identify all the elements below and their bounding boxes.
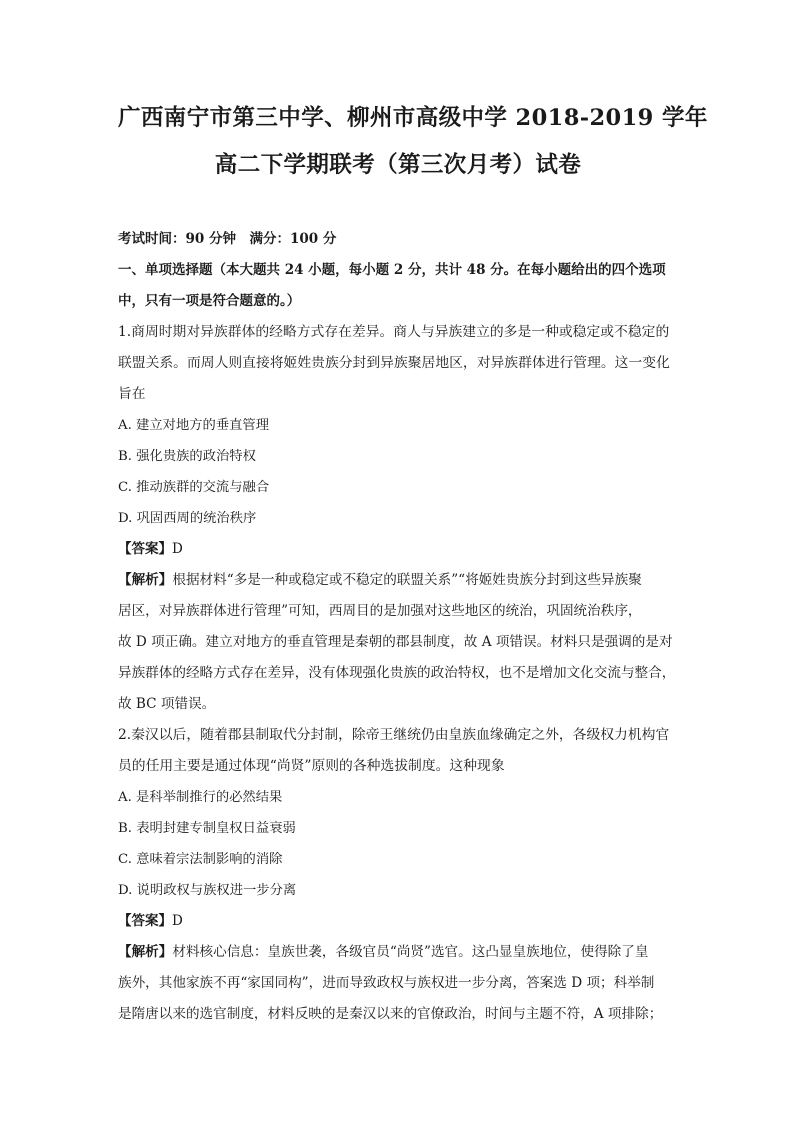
- analysis-line: 居区，对异族群体进行管理”可知，西周目的是加强对这些地区的统治，巩固统治秩序，: [118, 603, 642, 619]
- answer-label: 【答案】: [118, 541, 172, 557]
- analysis-text: 根据材料“多是一种或稳定或不稳定的联盟关系”“将姬姓贵族分封到这些异族聚: [172, 572, 642, 588]
- section-heading-line: 中，只有一项是符合题意的。）: [118, 293, 301, 309]
- stem-line: 1.商周时期对异族群体的经略方式存在差异。商人与异族建立的多是一种或稳定或不稳定的: [118, 324, 670, 340]
- exam-title-line-1: 广西南宁市第三中学、柳州市高级中学 2018-2019 学年: [118, 105, 708, 131]
- analysis-line: 是隋唐以来的选官制度，材料反映的是秦汉以来的官僚政治，时间与主题不符，A 项排除；: [118, 1006, 663, 1022]
- analysis-line: 异族群体的经略方式存在差异，没有体现强化贵族的政治特权，也不是增加文化交流与整合，: [118, 665, 676, 681]
- analysis-line: [118, 565, 678, 596]
- question-2-option-a: A. 是科举制推行的必然结果: [118, 790, 283, 805]
- analysis-label: 【解析】: [118, 572, 173, 588]
- exam-title-line-2: 高二下学期联考（第三次月考）试卷: [214, 152, 582, 178]
- stem-line: 2.秦汉以后，随着郡县制取代分封制，除帝王继统仍由皇族血缘确定之外，各级权力机构官: [118, 727, 670, 743]
- question-1-option-b: B. 强化贵族的政治特权: [118, 449, 256, 464]
- section-heading-line: 一、单项选择题（本大题共 24 小题，每小题 2 分，共计 48 分。在每小题给出的四个选项: [118, 262, 666, 278]
- analysis-line: 故 D 项正确。建立对地方的垂直管理是秦朝的郡县制度，故 A 项错误。材料只是强调的是对: [118, 634, 673, 650]
- question-1-option-a: A. 建立对地方的垂直管理: [118, 418, 270, 433]
- exam-page: [118, 96, 708, 1030]
- question-1-option-d: D. 巩固西周的统治秩序: [118, 511, 257, 526]
- question-1-stem: [118, 317, 678, 410]
- question-1-answer: [118, 534, 678, 565]
- question-2-analysis: [118, 937, 678, 1030]
- section-heading: [118, 255, 678, 317]
- analysis-line: 族外，其他家族不再“家国同构”，进而导致政权与族权进一步分离，答案选 D 项；科举制: [118, 975, 655, 991]
- stem-line: 联盟关系。而周人则直接将姬姓贵族分封到异族聚居地区，对异族群体进行管理。这一变化: [118, 355, 670, 371]
- question-1: [118, 317, 678, 720]
- analysis-label: 【解析】: [118, 944, 173, 960]
- analysis-line: [118, 937, 678, 968]
- analysis-text: 材料核心信息：皇族世袭，各级官员“尚贤”选官。这凸显皇族地位，使得除了皇: [172, 944, 649, 960]
- answer-value: D: [172, 913, 183, 929]
- question-1-option-c: C. 推动族群的交流与融合: [118, 480, 270, 495]
- analysis-line: 故 BC 项错误。: [118, 696, 216, 712]
- question-2-answer: [118, 906, 678, 937]
- stem-line: 员的任用主要是通过体现“尚贤”原则的各种选拔制度。这种现象: [118, 758, 505, 774]
- question-2-stem: [118, 720, 678, 782]
- question-2-option-b: B. 表明封建专制皇权日益衰弱: [118, 821, 296, 836]
- stem-line: 旨在: [118, 386, 146, 402]
- question-1-analysis: [118, 565, 678, 720]
- question-2-option-c: C. 意味着宗法制影响的消除: [118, 852, 283, 867]
- exam-time-and-score: 考试时间：90 分钟 满分：100 分: [118, 231, 337, 247]
- answer-label: 【答案】: [118, 913, 172, 929]
- question-2: [118, 720, 678, 1030]
- answer-value: D: [172, 541, 183, 557]
- question-2-option-d: D. 说明政权与族权进一步分离: [118, 883, 297, 898]
